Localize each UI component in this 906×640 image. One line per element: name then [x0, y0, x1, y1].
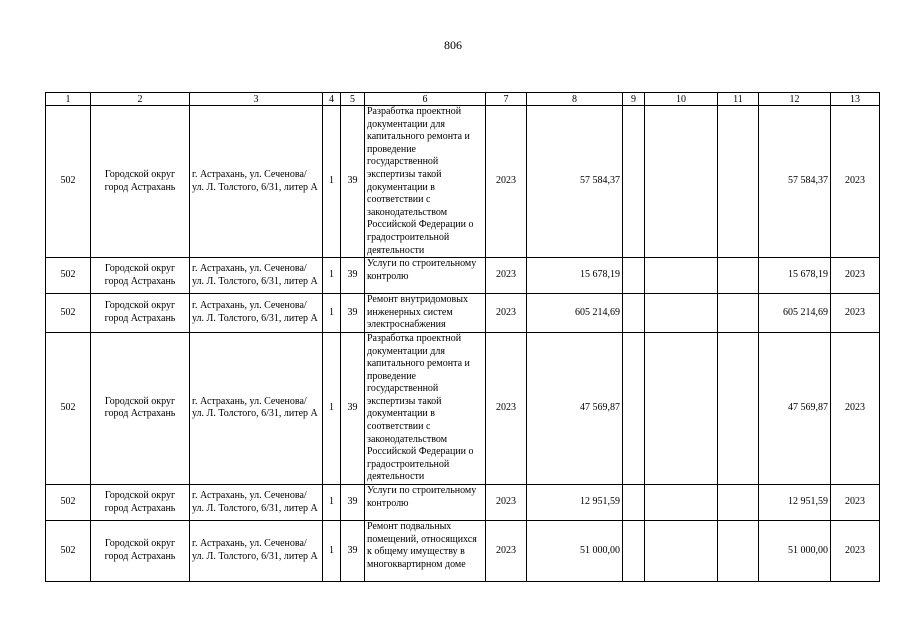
col-12-cost: 57 584,37: [759, 106, 831, 258]
table-row: [46, 106, 880, 258]
table-row: [46, 258, 880, 294]
completion-year: 2023: [831, 332, 880, 484]
completion-year: 2023: [831, 521, 880, 582]
municipality: Городской округ город Астрахань: [91, 294, 190, 333]
col-11-value: [718, 294, 759, 333]
row-code: 502: [46, 258, 91, 294]
row-code: 502: [46, 521, 91, 582]
col-12-cost: 15 678,19: [759, 258, 831, 294]
year: 2023: [486, 332, 527, 484]
work-description: Ремонт внутридомовых инженерных систем электроснабжения: [365, 294, 486, 333]
year: 2023: [486, 258, 527, 294]
col-11-value: [718, 521, 759, 582]
work-description: Ремонт подвальных помещений, относящихся к общему имуществу в многоквартирном доме: [365, 521, 486, 582]
municipality: Городской округ город Астрахань: [91, 485, 190, 521]
column-header: 1: [46, 93, 91, 106]
col-9-value: [623, 485, 645, 521]
table-row: [46, 294, 880, 333]
column-header: 2: [91, 93, 190, 106]
column-header: 13: [831, 93, 880, 106]
col-12-cost: 47 569,87: [759, 332, 831, 484]
col-11-value: [718, 258, 759, 294]
total-cost: 12 951,59: [527, 485, 623, 521]
total-cost: 605 214,69: [527, 294, 623, 333]
col-9-value: [623, 294, 645, 333]
total-cost: 15 678,19: [527, 258, 623, 294]
municipality: Городской округ город Астрахань: [91, 521, 190, 582]
completion-year: 2023: [831, 258, 880, 294]
col-10-value: [645, 521, 718, 582]
total-cost: 51 000,00: [527, 521, 623, 582]
work-description: Разработка проектной документации для капитального ремонта и проведение государственной экспертизы такой документации в соответствии с законодательством Российской Федерации о градостроительной деятельности: [365, 106, 486, 258]
table-row: [46, 332, 880, 484]
col-5-value: 39: [341, 521, 365, 582]
year: 2023: [486, 294, 527, 333]
col-11-value: [718, 106, 759, 258]
column-header: 7: [486, 93, 527, 106]
col-12-cost: 12 951,59: [759, 485, 831, 521]
page-number: 806: [444, 38, 462, 52]
col-9-value: [623, 521, 645, 582]
column-header: 4: [323, 93, 341, 106]
work-description: Услуги по строительному контролю: [365, 258, 486, 294]
completion-year: 2023: [831, 294, 880, 333]
total-cost: 47 569,87: [527, 332, 623, 484]
table-row: [46, 485, 880, 521]
municipality: Городской округ город Астрахань: [91, 258, 190, 294]
row-code: 502: [46, 106, 91, 258]
address: г. Астрахань, ул. Сеченова/ ул. Л. Толстого, 6/31, литер А: [190, 332, 323, 484]
column-header: 10: [645, 93, 718, 106]
col-10-value: [645, 332, 718, 484]
col-5-value: 39: [341, 106, 365, 258]
municipality: Городской округ город Астрахань: [91, 332, 190, 484]
col-4-value: 1: [323, 521, 341, 582]
col-4-value: 1: [323, 258, 341, 294]
table-row: [46, 521, 880, 582]
year: 2023: [486, 521, 527, 582]
col-10-value: [645, 294, 718, 333]
column-header: 9: [623, 93, 645, 106]
col-9-value: [623, 258, 645, 294]
column-header: 11: [718, 93, 759, 106]
municipality: Городской округ город Астрахань: [91, 106, 190, 258]
col-10-value: [645, 485, 718, 521]
col-4-value: 1: [323, 332, 341, 484]
col-11-value: [718, 485, 759, 521]
address: г. Астрахань, ул. Сеченова/ ул. Л. Толстого, 6/31, литер А: [190, 294, 323, 333]
completion-year: 2023: [831, 485, 880, 521]
completion-year: 2023: [831, 106, 880, 258]
year: 2023: [486, 485, 527, 521]
col-5-value: 39: [341, 332, 365, 484]
row-code: 502: [46, 485, 91, 521]
address: г. Астрахань, ул. Сеченова/ ул. Л. Толстого, 6/31, литер А: [190, 485, 323, 521]
col-10-value: [645, 106, 718, 258]
total-cost: 57 584,37: [527, 106, 623, 258]
row-code: 502: [46, 294, 91, 333]
year: 2023: [486, 106, 527, 258]
col-5-value: 39: [341, 485, 365, 521]
column-header: 3: [190, 93, 323, 106]
col-12-cost: 51 000,00: [759, 521, 831, 582]
col-11-value: [718, 332, 759, 484]
column-header: 6: [365, 93, 486, 106]
repair-registry-table: [45, 92, 880, 582]
col-4-value: 1: [323, 106, 341, 258]
address: г. Астрахань, ул. Сеченова/ ул. Л. Толстого, 6/31, литер А: [190, 106, 323, 258]
column-header: 5: [341, 93, 365, 106]
address: г. Астрахань, ул. Сеченова/ ул. Л. Толстого, 6/31, литер А: [190, 258, 323, 294]
row-code: 502: [46, 332, 91, 484]
col-10-value: [645, 258, 718, 294]
col-9-value: [623, 106, 645, 258]
column-header: 12: [759, 93, 831, 106]
address: г. Астрахань, ул. Сеченова/ ул. Л. Толстого, 6/31, литер А: [190, 521, 323, 582]
column-header: 8: [527, 93, 623, 106]
col-12-cost: 605 214,69: [759, 294, 831, 333]
col-5-value: 39: [341, 258, 365, 294]
work-description: Разработка проектной документации для капитального ремонта и проведение государственной экспертизы такой документации в соответствии с законодательством Российской Федерации о градостроительной деятельности: [365, 332, 486, 484]
column-number-header-row: [46, 93, 880, 106]
col-5-value: 39: [341, 294, 365, 333]
col-4-value: 1: [323, 485, 341, 521]
col-9-value: [623, 332, 645, 484]
work-description: Услуги по строительному контролю: [365, 485, 486, 521]
col-4-value: 1: [323, 294, 341, 333]
